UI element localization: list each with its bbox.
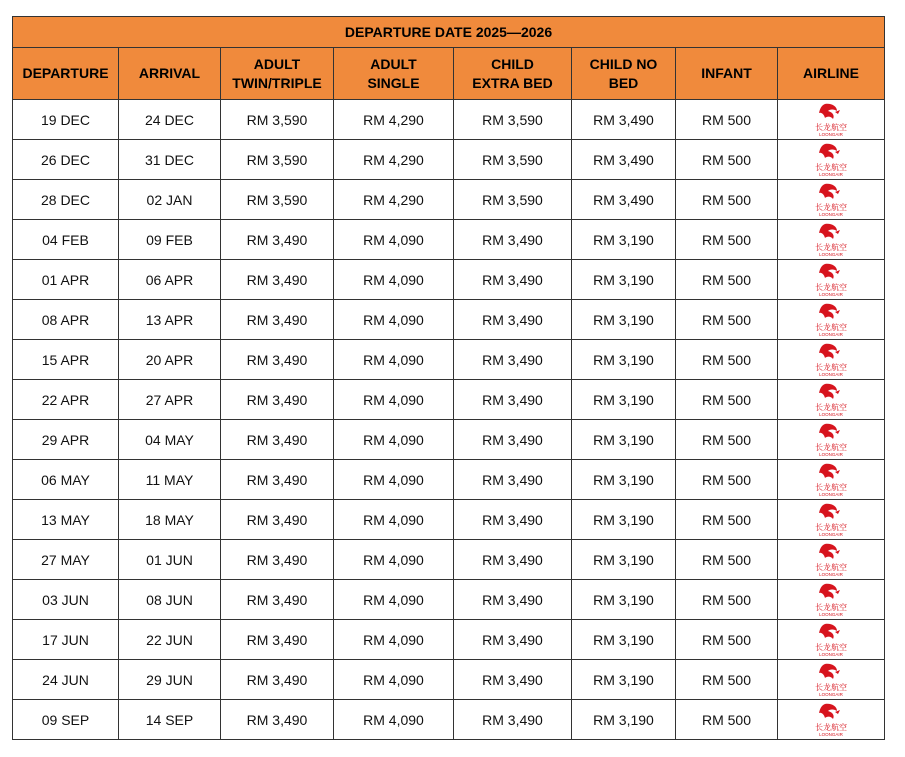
airline-cell <box>778 260 885 300</box>
child-no-bed-price: RM 3,190 <box>572 500 676 540</box>
loong-air-dragon-logo-icon <box>811 142 851 178</box>
airline-logo-en-text: LOONGAIR <box>819 531 843 537</box>
arrival-cell: 29 JUN <box>119 660 221 700</box>
airline-logo-cn-text: 长龙航空 <box>815 202 847 212</box>
column-header-line2: EXTRA BED <box>472 74 553 91</box>
airline-logo-en-text: LOONGAIR <box>819 131 843 137</box>
child-no-bed-price: RM 3,190 <box>572 540 676 580</box>
adult-twin-price: RM 3,490 <box>221 340 334 380</box>
adult-twin-price: RM 3,490 <box>221 500 334 540</box>
airline-logo-cn-text: 长龙航空 <box>815 522 847 532</box>
loong-air-dragon-logo-icon <box>811 222 851 258</box>
column-header <box>119 48 221 100</box>
column-header-line1: ADULT <box>253 55 301 72</box>
column-header <box>454 48 572 100</box>
infant-price: RM 500 <box>676 340 778 380</box>
adult-twin-price: RM 3,490 <box>221 260 334 300</box>
airline-logo-cn-text: 长龙航空 <box>815 242 847 252</box>
adult-single-price: RM 4,090 <box>334 260 454 300</box>
adult-twin-price: RM 3,490 <box>221 220 334 260</box>
adult-single-price: RM 4,090 <box>334 660 454 700</box>
infant-price: RM 500 <box>676 460 778 500</box>
airline-cell <box>778 340 885 380</box>
child-no-bed-price: RM 3,190 <box>572 220 676 260</box>
arrival-cell: 08 JUN <box>119 580 221 620</box>
airline-logo-en-text: LOONGAIR <box>819 331 843 337</box>
adult-twin-price: RM 3,590 <box>221 100 334 140</box>
adult-single-price: RM 4,290 <box>334 180 454 220</box>
airline-logo-cn-text: 长龙航空 <box>815 482 847 492</box>
departure-cell: 17 JUN <box>13 620 119 660</box>
adult-twin-price: RM 3,490 <box>221 420 334 460</box>
child-no-bed-price: RM 3,190 <box>572 580 676 620</box>
infant-price: RM 500 <box>676 300 778 340</box>
loong-air-dragon-logo-icon <box>811 622 851 658</box>
loong-air-dragon-logo-icon <box>811 702 851 738</box>
adult-twin-price: RM 3,490 <box>221 460 334 500</box>
infant-price: RM 500 <box>676 380 778 420</box>
table-row <box>13 100 885 140</box>
infant-price: RM 500 <box>676 220 778 260</box>
airline-logo-en-text: LOONGAIR <box>819 371 843 377</box>
column-header <box>334 48 454 100</box>
child-extra-bed-price: RM 3,490 <box>454 580 572 620</box>
table-row <box>13 260 885 300</box>
adult-twin-price: RM 3,590 <box>221 180 334 220</box>
airline-logo-cn-text: 长龙航空 <box>815 642 847 652</box>
arrival-cell: 24 DEC <box>119 100 221 140</box>
column-header-line1: ARRIVAL <box>138 65 201 81</box>
child-extra-bed-price: RM 3,590 <box>454 180 572 220</box>
adult-single-price: RM 4,290 <box>334 140 454 180</box>
arrival-cell: 27 APR <box>119 380 221 420</box>
adult-single-price: RM 4,090 <box>334 460 454 500</box>
arrival-cell: 04 MAY <box>119 420 221 460</box>
column-header <box>676 48 778 100</box>
table-title: DEPARTURE DATE 2025—2026 <box>13 17 885 48</box>
adult-twin-price: RM 3,490 <box>221 620 334 660</box>
loong-air-dragon-logo-icon <box>811 102 851 138</box>
arrival-cell: 18 MAY <box>119 500 221 540</box>
adult-single-price: RM 4,090 <box>334 340 454 380</box>
adult-single-price: RM 4,090 <box>334 700 454 740</box>
airline-cell <box>778 500 885 540</box>
column-header <box>778 48 885 100</box>
arrival-cell: 01 JUN <box>119 540 221 580</box>
child-no-bed-price: RM 3,490 <box>572 100 676 140</box>
airline-logo-en-text: LOONGAIR <box>819 171 843 177</box>
arrival-cell: 13 APR <box>119 300 221 340</box>
child-extra-bed-price: RM 3,490 <box>454 340 572 380</box>
table-row <box>13 540 885 580</box>
departure-cell: 13 MAY <box>13 500 119 540</box>
departure-cell: 29 APR <box>13 420 119 460</box>
child-no-bed-price: RM 3,190 <box>572 700 676 740</box>
table-row <box>13 300 885 340</box>
column-header-line1: CHILD NO <box>589 55 658 72</box>
child-extra-bed-price: RM 3,490 <box>454 660 572 700</box>
airline-logo-cn-text: 长龙航空 <box>815 602 847 612</box>
airline-cell <box>778 580 885 620</box>
adult-single-price: RM 4,090 <box>334 220 454 260</box>
departure-cell: 04 FEB <box>13 220 119 260</box>
infant-price: RM 500 <box>676 100 778 140</box>
table-row <box>13 460 885 500</box>
table-row <box>13 580 885 620</box>
adult-single-price: RM 4,090 <box>334 620 454 660</box>
arrival-cell: 20 APR <box>119 340 221 380</box>
departure-cell: 01 APR <box>13 260 119 300</box>
airline-logo-en-text: LOONGAIR <box>819 651 843 657</box>
column-header-line1: INFANT <box>701 65 752 81</box>
column-header-line1: AIRLINE <box>803 65 859 81</box>
adult-twin-price: RM 3,490 <box>221 540 334 580</box>
airline-logo-en-text: LOONGAIR <box>819 691 843 697</box>
table-row <box>13 420 885 460</box>
child-extra-bed-price: RM 3,490 <box>454 460 572 500</box>
loong-air-dragon-logo-icon <box>811 582 851 618</box>
child-extra-bed-price: RM 3,490 <box>454 700 572 740</box>
child-extra-bed-price: RM 3,590 <box>454 140 572 180</box>
column-header-line2: SINGLE <box>367 74 420 91</box>
table-row <box>13 700 885 740</box>
table-row <box>13 380 885 420</box>
airline-cell <box>778 660 885 700</box>
airline-cell <box>778 220 885 260</box>
airline-cell <box>778 700 885 740</box>
child-extra-bed-price: RM 3,490 <box>454 620 572 660</box>
arrival-cell: 02 JAN <box>119 180 221 220</box>
airline-logo-en-text: LOONGAIR <box>819 451 843 457</box>
airline-cell <box>778 140 885 180</box>
loong-air-dragon-logo-icon <box>811 462 851 498</box>
table-row <box>13 500 885 540</box>
column-header-line1: ADULT <box>370 55 417 72</box>
infant-price: RM 500 <box>676 620 778 660</box>
loong-air-dragon-logo-icon <box>811 262 851 298</box>
airline-logo-en-text: LOONGAIR <box>819 611 843 617</box>
airline-cell <box>778 460 885 500</box>
child-no-bed-price: RM 3,190 <box>572 420 676 460</box>
infant-price: RM 500 <box>676 140 778 180</box>
infant-price: RM 500 <box>676 420 778 460</box>
departure-cell: 03 JUN <box>13 580 119 620</box>
airline-cell <box>778 540 885 580</box>
airline-logo-en-text: LOONGAIR <box>819 731 843 737</box>
departure-cell: 22 APR <box>13 380 119 420</box>
child-extra-bed-price: RM 3,490 <box>454 500 572 540</box>
infant-price: RM 500 <box>676 660 778 700</box>
adult-twin-price: RM 3,490 <box>221 380 334 420</box>
airline-logo-cn-text: 长龙航空 <box>815 402 847 412</box>
table-row <box>13 660 885 700</box>
airline-logo-cn-text: 长龙航空 <box>815 362 847 372</box>
child-no-bed-price: RM 3,190 <box>572 380 676 420</box>
loong-air-dragon-logo-icon <box>811 342 851 378</box>
infant-price: RM 500 <box>676 580 778 620</box>
adult-twin-price: RM 3,490 <box>221 580 334 620</box>
child-no-bed-price: RM 3,190 <box>572 620 676 660</box>
table-row <box>13 220 885 260</box>
child-no-bed-price: RM 3,190 <box>572 660 676 700</box>
departure-cell: 08 APR <box>13 300 119 340</box>
table-row <box>13 340 885 380</box>
departure-price-table <box>12 16 885 740</box>
airline-logo-cn-text: 长龙航空 <box>815 322 847 332</box>
infant-price: RM 500 <box>676 500 778 540</box>
adult-twin-price: RM 3,490 <box>221 700 334 740</box>
airline-logo-cn-text: 长龙航空 <box>815 682 847 692</box>
airline-logo-en-text: LOONGAIR <box>819 491 843 497</box>
departure-cell: 09 SEP <box>13 700 119 740</box>
departure-cell: 24 JUN <box>13 660 119 700</box>
airline-logo-cn-text: 长龙航空 <box>815 282 847 292</box>
child-no-bed-price: RM 3,190 <box>572 300 676 340</box>
adult-twin-price: RM 3,490 <box>221 300 334 340</box>
column-header <box>572 48 676 100</box>
arrival-cell: 14 SEP <box>119 700 221 740</box>
airline-logo-en-text: LOONGAIR <box>819 291 843 297</box>
child-extra-bed-price: RM 3,490 <box>454 260 572 300</box>
airline-logo-en-text: LOONGAIR <box>819 251 843 257</box>
airline-logo-cn-text: 长龙航空 <box>815 562 847 572</box>
airline-logo-en-text: LOONGAIR <box>819 411 843 417</box>
table-row <box>13 620 885 660</box>
loong-air-dragon-logo-icon <box>811 422 851 458</box>
loong-air-dragon-logo-icon <box>811 382 851 418</box>
table-body <box>13 100 885 740</box>
child-extra-bed-price: RM 3,490 <box>454 540 572 580</box>
adult-single-price: RM 4,090 <box>334 380 454 420</box>
adult-single-price: RM 4,090 <box>334 420 454 460</box>
column-header-line2: BED <box>608 74 639 91</box>
adult-single-price: RM 4,090 <box>334 540 454 580</box>
adult-single-price: RM 4,090 <box>334 500 454 540</box>
adult-single-price: RM 4,090 <box>334 580 454 620</box>
table-row <box>13 180 885 220</box>
airline-logo-cn-text: 长龙航空 <box>815 722 847 732</box>
column-header-line1: DEPARTURE <box>22 65 109 81</box>
child-no-bed-price: RM 3,190 <box>572 260 676 300</box>
arrival-cell: 06 APR <box>119 260 221 300</box>
departure-cell: 19 DEC <box>13 100 119 140</box>
column-header <box>13 48 119 100</box>
loong-air-dragon-logo-icon <box>811 662 851 698</box>
departure-cell: 06 MAY <box>13 460 119 500</box>
adult-single-price: RM 4,090 <box>334 300 454 340</box>
column-header <box>221 48 334 100</box>
airline-logo-en-text: LOONGAIR <box>819 571 843 577</box>
arrival-cell: 22 JUN <box>119 620 221 660</box>
airline-logo-cn-text: 长龙航空 <box>815 162 847 172</box>
airline-cell <box>778 300 885 340</box>
departure-cell: 28 DEC <box>13 180 119 220</box>
departure-cell: 26 DEC <box>13 140 119 180</box>
child-no-bed-price: RM 3,190 <box>572 460 676 500</box>
departure-cell: 27 MAY <box>13 540 119 580</box>
child-extra-bed-price: RM 3,490 <box>454 420 572 460</box>
airline-logo-cn-text: 长龙航空 <box>815 442 847 452</box>
arrival-cell: 09 FEB <box>119 220 221 260</box>
airline-cell <box>778 180 885 220</box>
infant-price: RM 500 <box>676 180 778 220</box>
child-no-bed-price: RM 3,190 <box>572 340 676 380</box>
column-header-line2: TWIN/TRIPLE <box>232 74 322 91</box>
infant-price: RM 500 <box>676 260 778 300</box>
airline-cell <box>778 380 885 420</box>
child-no-bed-price: RM 3,490 <box>572 140 676 180</box>
loong-air-dragon-logo-icon <box>811 182 851 218</box>
departure-cell: 15 APR <box>13 340 119 380</box>
price-table-container <box>12 16 885 740</box>
airline-cell <box>778 420 885 460</box>
child-extra-bed-price: RM 3,490 <box>454 220 572 260</box>
child-extra-bed-price: RM 3,590 <box>454 100 572 140</box>
loong-air-dragon-logo-icon <box>811 502 851 538</box>
airline-logo-cn-text: 长龙航空 <box>815 122 847 132</box>
arrival-cell: 11 MAY <box>119 460 221 500</box>
header-row <box>13 48 885 100</box>
arrival-cell: 31 DEC <box>119 140 221 180</box>
loong-air-dragon-logo-icon <box>811 302 851 338</box>
table-row <box>13 140 885 180</box>
child-no-bed-price: RM 3,490 <box>572 180 676 220</box>
infant-price: RM 500 <box>676 540 778 580</box>
airline-logo-en-text: LOONGAIR <box>819 211 843 217</box>
adult-twin-price: RM 3,590 <box>221 140 334 180</box>
adult-twin-price: RM 3,490 <box>221 660 334 700</box>
adult-single-price: RM 4,290 <box>334 100 454 140</box>
column-header-line1: CHILD <box>491 55 534 72</box>
airline-cell <box>778 620 885 660</box>
airline-cell <box>778 100 885 140</box>
child-extra-bed-price: RM 3,490 <box>454 300 572 340</box>
infant-price: RM 500 <box>676 700 778 740</box>
child-extra-bed-price: RM 3,490 <box>454 380 572 420</box>
loong-air-dragon-logo-icon <box>811 542 851 578</box>
